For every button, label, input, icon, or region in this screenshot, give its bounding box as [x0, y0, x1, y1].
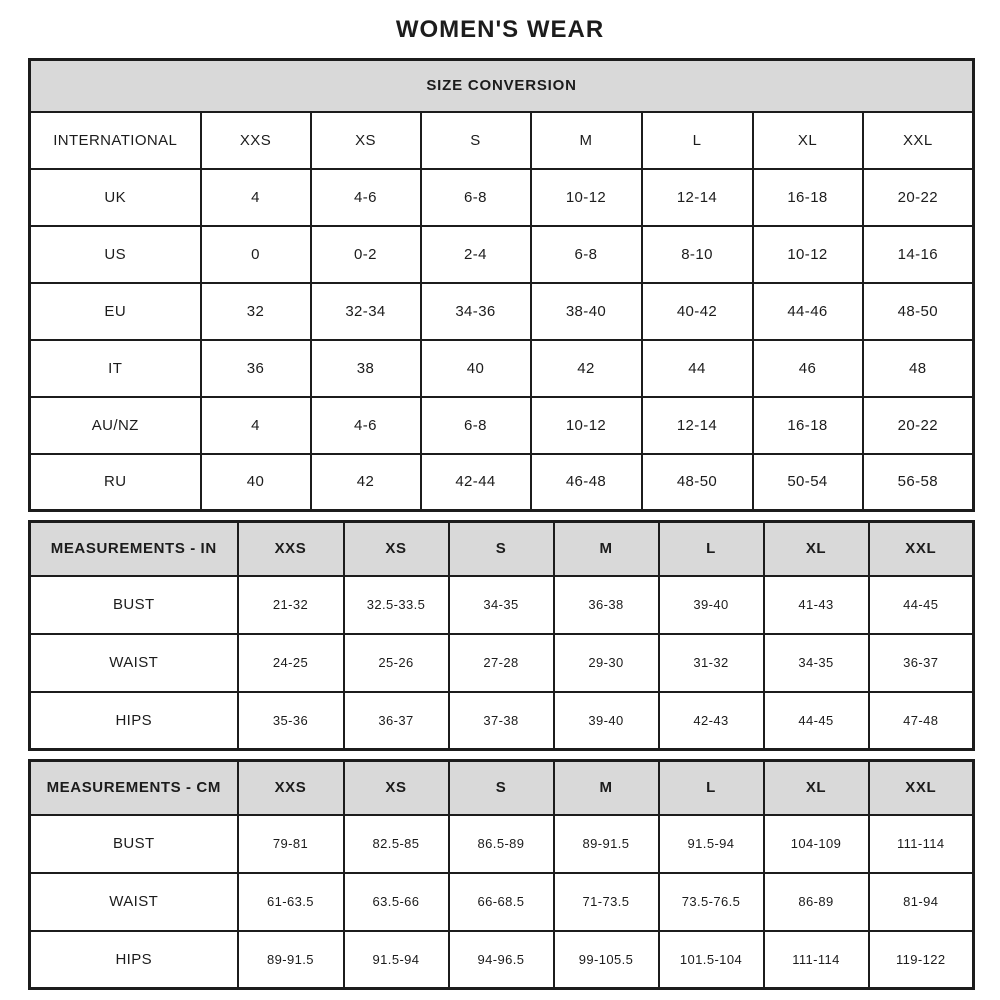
row-label: WAIST — [30, 873, 238, 931]
data-cell: 6-8 — [421, 169, 531, 226]
data-cell: 36-37 — [344, 692, 449, 750]
data-cell: 0-2 — [311, 226, 421, 283]
data-cell: 79-81 — [238, 815, 344, 873]
data-cell: 32.5-33.5 — [344, 576, 449, 634]
table-row — [30, 692, 974, 750]
data-cell: 32-34 — [311, 283, 421, 340]
data-cell: 25-26 — [344, 634, 449, 692]
data-cell: 36 — [201, 340, 311, 397]
data-cell: 94-96.5 — [449, 931, 554, 989]
table-caption-row — [30, 60, 974, 112]
data-cell: 37-38 — [449, 692, 554, 750]
data-cell: 42-44 — [421, 454, 531, 511]
size-column-header: XXS — [238, 761, 344, 815]
data-cell: 32 — [201, 283, 311, 340]
data-cell: 4 — [201, 397, 311, 454]
header-label: INTERNATIONAL — [30, 112, 201, 169]
size-column-header: XXS — [238, 522, 344, 576]
size-column-header: XL — [764, 761, 869, 815]
data-cell: 6-8 — [531, 226, 642, 283]
data-cell: 86.5-89 — [449, 815, 554, 873]
data-cell: 10-12 — [531, 169, 642, 226]
header-label: MEASUREMENTS - CM — [30, 761, 238, 815]
size-column-header: XXL — [869, 761, 974, 815]
data-cell: 41-43 — [764, 576, 869, 634]
data-cell: 12-14 — [642, 169, 753, 226]
row-label: US — [30, 226, 201, 283]
data-cell: 48-50 — [863, 283, 974, 340]
data-cell: 36-37 — [869, 634, 974, 692]
size-column-header: XS — [344, 761, 449, 815]
data-cell: 34-35 — [764, 634, 869, 692]
data-cell: 10-12 — [531, 397, 642, 454]
size-column-header: M — [531, 112, 642, 169]
data-cell: 31-32 — [659, 634, 764, 692]
data-cell: 44-45 — [869, 576, 974, 634]
data-cell: 104-109 — [764, 815, 869, 873]
table-row — [30, 873, 974, 931]
data-cell: 12-14 — [642, 397, 753, 454]
data-cell: 34-35 — [449, 576, 554, 634]
data-cell: 50-54 — [753, 454, 863, 511]
data-cell: 42 — [531, 340, 642, 397]
table-row — [30, 931, 974, 989]
data-cell: 16-18 — [753, 169, 863, 226]
data-cell: 36-38 — [554, 576, 659, 634]
data-cell: 82.5-85 — [344, 815, 449, 873]
row-label: BUST — [30, 576, 238, 634]
measurements-in-table — [28, 520, 975, 751]
data-cell: 20-22 — [863, 397, 974, 454]
data-cell: 10-12 — [753, 226, 863, 283]
data-cell: 40 — [201, 454, 311, 511]
data-cell: 2-4 — [421, 226, 531, 283]
table-row — [30, 226, 974, 283]
row-label: UK — [30, 169, 201, 226]
size-column-header: M — [554, 761, 659, 815]
size-column-header: S — [449, 522, 554, 576]
data-cell: 91.5-94 — [659, 815, 764, 873]
data-cell: 91.5-94 — [344, 931, 449, 989]
column-header-row — [30, 522, 974, 576]
column-header-row — [30, 761, 974, 815]
data-cell: 8-10 — [642, 226, 753, 283]
data-cell: 48-50 — [642, 454, 753, 511]
data-cell: 111-114 — [764, 931, 869, 989]
table-title: SIZE CONVERSION — [30, 60, 974, 112]
data-cell: 4-6 — [311, 169, 421, 226]
data-cell: 42 — [311, 454, 421, 511]
measurements-cm-table — [28, 759, 975, 990]
data-cell: 48 — [863, 340, 974, 397]
data-cell: 81-94 — [869, 873, 974, 931]
size-column-header: XS — [311, 112, 421, 169]
size-column-header: XXS — [201, 112, 311, 169]
data-cell: 89-91.5 — [238, 931, 344, 989]
table-row — [30, 340, 974, 397]
row-label: BUST — [30, 815, 238, 873]
table-row — [30, 815, 974, 873]
data-cell: 4 — [201, 169, 311, 226]
size-column-header: M — [554, 522, 659, 576]
data-cell: 63.5-66 — [344, 873, 449, 931]
data-cell: 40-42 — [642, 283, 753, 340]
data-cell: 61-63.5 — [238, 873, 344, 931]
page-title: WOMEN'S WEAR — [395, 16, 605, 43]
table-row — [30, 397, 974, 454]
data-cell: 14-16 — [863, 226, 974, 283]
data-cell: 101.5-104 — [659, 931, 764, 989]
data-cell: 46-48 — [531, 454, 642, 511]
table-row — [30, 283, 974, 340]
data-cell: 86-89 — [764, 873, 869, 931]
size-column-header: L — [642, 112, 753, 169]
size-column-header: XXL — [863, 112, 974, 169]
data-cell: 16-18 — [753, 397, 863, 454]
data-cell: 56-58 — [863, 454, 974, 511]
table-row — [30, 169, 974, 226]
data-cell: 47-48 — [869, 692, 974, 750]
data-cell: 35-36 — [238, 692, 344, 750]
header-label: MEASUREMENTS - IN — [30, 522, 238, 576]
row-label: HIPS — [30, 692, 238, 750]
data-cell: 20-22 — [863, 169, 974, 226]
data-cell: 40 — [421, 340, 531, 397]
size-column-header: L — [659, 522, 764, 576]
data-cell: 6-8 — [421, 397, 531, 454]
data-cell: 44-46 — [753, 283, 863, 340]
size-column-header: S — [421, 112, 531, 169]
data-cell: 44-45 — [764, 692, 869, 750]
column-header-row — [30, 112, 974, 169]
data-cell: 44 — [642, 340, 753, 397]
row-label: RU — [30, 454, 201, 511]
table-row — [30, 454, 974, 511]
data-cell: 29-30 — [554, 634, 659, 692]
data-cell: 89-91.5 — [554, 815, 659, 873]
data-cell: 66-68.5 — [449, 873, 554, 931]
data-cell: 99-105.5 — [554, 931, 659, 989]
data-cell: 34-36 — [421, 283, 531, 340]
data-cell: 38 — [311, 340, 421, 397]
data-cell: 46 — [753, 340, 863, 397]
size-column-header: XS — [344, 522, 449, 576]
size-column-header: XL — [764, 522, 869, 576]
data-cell: 21-32 — [238, 576, 344, 634]
data-cell: 71-73.5 — [554, 873, 659, 931]
data-cell: 39-40 — [554, 692, 659, 750]
table-row — [30, 576, 974, 634]
data-cell: 39-40 — [659, 576, 764, 634]
size-column-header: L — [659, 761, 764, 815]
data-cell: 4-6 — [311, 397, 421, 454]
row-label: EU — [30, 283, 201, 340]
data-cell: 42-43 — [659, 692, 764, 750]
table-row — [30, 634, 974, 692]
row-label: HIPS — [30, 931, 238, 989]
size-column-header: XXL — [869, 522, 974, 576]
data-cell: 0 — [201, 226, 311, 283]
data-cell: 24-25 — [238, 634, 344, 692]
data-cell: 38-40 — [531, 283, 642, 340]
size-column-header: S — [449, 761, 554, 815]
size-column-header: XL — [753, 112, 863, 169]
row-label: WAIST — [30, 634, 238, 692]
row-label: AU/NZ — [30, 397, 201, 454]
data-cell: 111-114 — [869, 815, 974, 873]
row-label: IT — [30, 340, 201, 397]
data-cell: 73.5-76.5 — [659, 873, 764, 931]
data-cell: 119-122 — [869, 931, 974, 989]
data-cell: 27-28 — [449, 634, 554, 692]
size-conversion-table — [28, 58, 975, 512]
